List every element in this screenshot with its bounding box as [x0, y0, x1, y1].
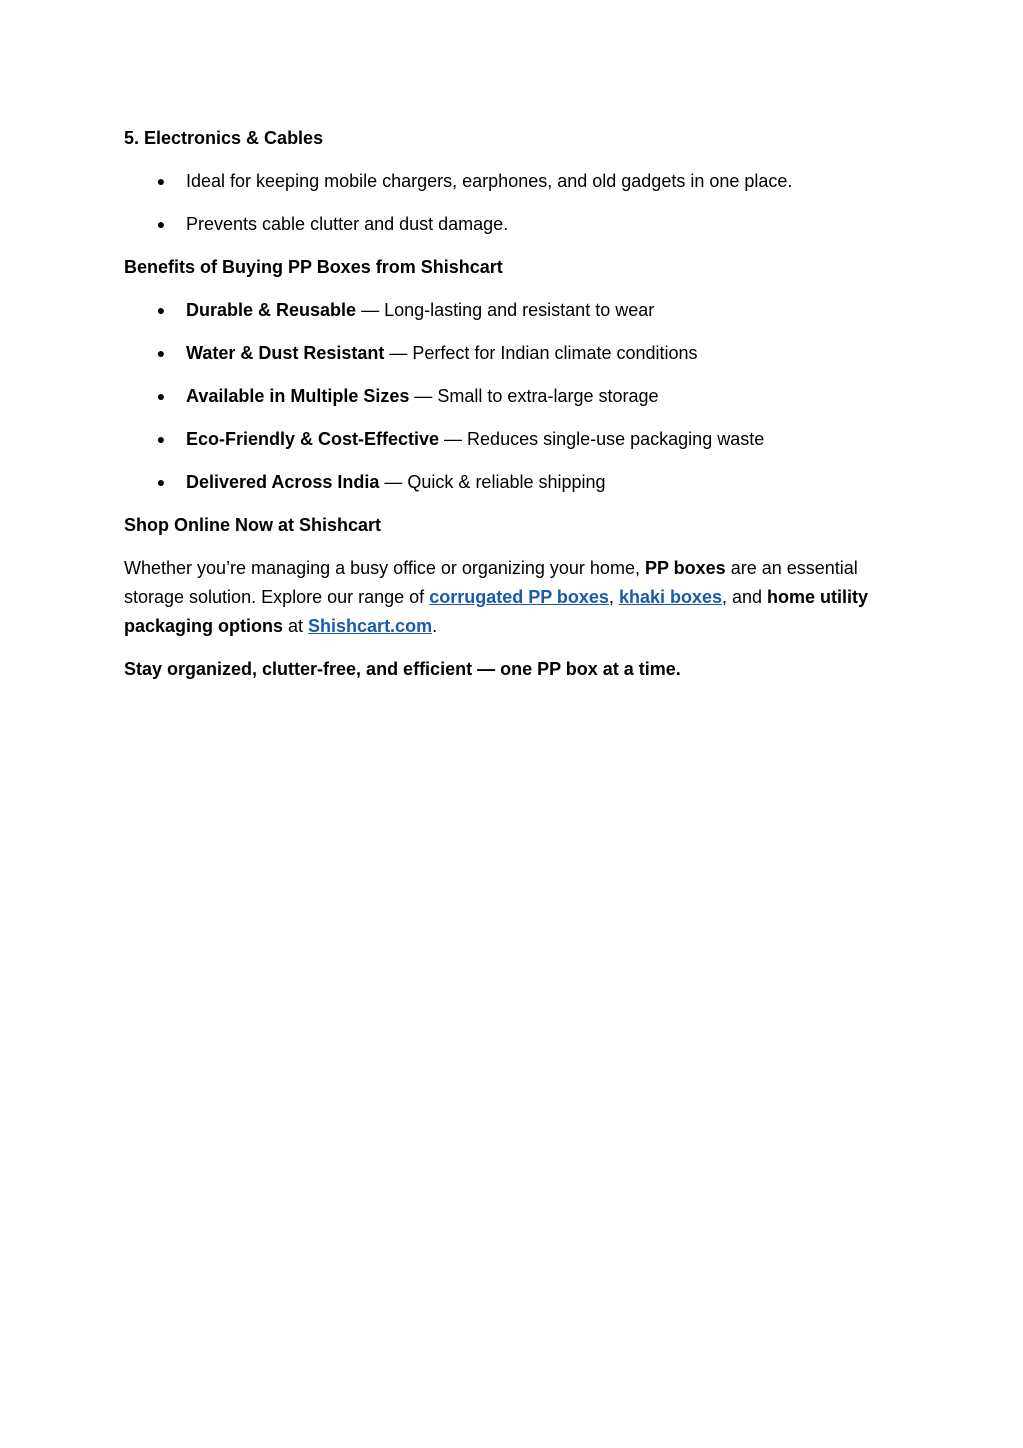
list-item — [124, 339, 904, 368]
bullet-icon: ● — [156, 431, 166, 447]
benefit-text: — Long-lasting and resistant to wear — [356, 300, 655, 320]
bullet-icon: ● — [156, 474, 166, 490]
section-heading-benefits: Benefits of Buying PP Boxes from Shishcart — [124, 257, 503, 277]
list-item — [124, 425, 904, 454]
closing-line: Stay organized, clutter-free, and efficient — one PP box at a time. — [124, 659, 681, 679]
benefit-text: — Perfect for Indian climate conditions — [384, 343, 698, 363]
benefit-title: Delivered Across India — [186, 472, 380, 492]
list-item — [124, 296, 904, 325]
paragraph-text: are an essential storage solution. Explore our range of — [124, 558, 858, 607]
benefit-title: Eco-Friendly & Cost-Effective — [186, 429, 440, 449]
benefits-list — [124, 296, 904, 497]
bullet-icon: ● — [156, 388, 166, 404]
electronics-list — [124, 167, 904, 239]
bullet-icon: ● — [156, 216, 166, 232]
benefit-text: — Quick & reliable shipping — [379, 472, 606, 492]
benefit-title: Water & Dust Resistant — [186, 343, 385, 363]
list-item — [124, 167, 904, 196]
benefit-title: Available in Multiple Sizes — [186, 386, 410, 406]
benefit-text: — Reduces single-use packaging waste — [439, 429, 765, 449]
section-heading-shop: Shop Online Now at Shishcart — [124, 515, 382, 535]
list-item-text: Ideal for keeping mobile chargers, earphones, and old gadgets in one place. — [186, 171, 793, 191]
list-item — [124, 468, 904, 497]
shop-paragraph — [124, 554, 904, 641]
benefit-title: Durable & Reusable — [186, 300, 357, 320]
paragraph-text: , and — [722, 587, 768, 607]
home-utility-emphasis: home utility packaging options — [124, 587, 869, 636]
bullet-icon: ● — [156, 302, 166, 318]
document-content — [124, 124, 904, 698]
bullet-icon: ● — [156, 345, 166, 361]
pp-boxes-emphasis: PP boxes — [644, 558, 726, 578]
list-item-text: Prevents cable clutter and dust damage. — [186, 214, 509, 234]
list-item — [124, 382, 904, 411]
paragraph-text: at — [283, 616, 309, 636]
list-item — [124, 210, 904, 239]
corrugated-pp-boxes-link[interactable]: corrugated PP boxes — [429, 587, 609, 607]
paragraph-text: , — [608, 587, 619, 607]
paragraph-text: . — [432, 616, 438, 636]
shishcart-link[interactable]: Shishcart.com — [308, 616, 433, 636]
paragraph-text: Whether you’re managing a busy office or organizing your home, — [124, 558, 645, 578]
khaki-boxes-link[interactable]: khaki boxes — [618, 587, 722, 607]
bullet-icon: ● — [156, 173, 166, 189]
section-heading-electronics: 5. Electronics & Cables — [124, 128, 324, 148]
benefit-text: — Small to extra-large storage — [409, 386, 659, 406]
